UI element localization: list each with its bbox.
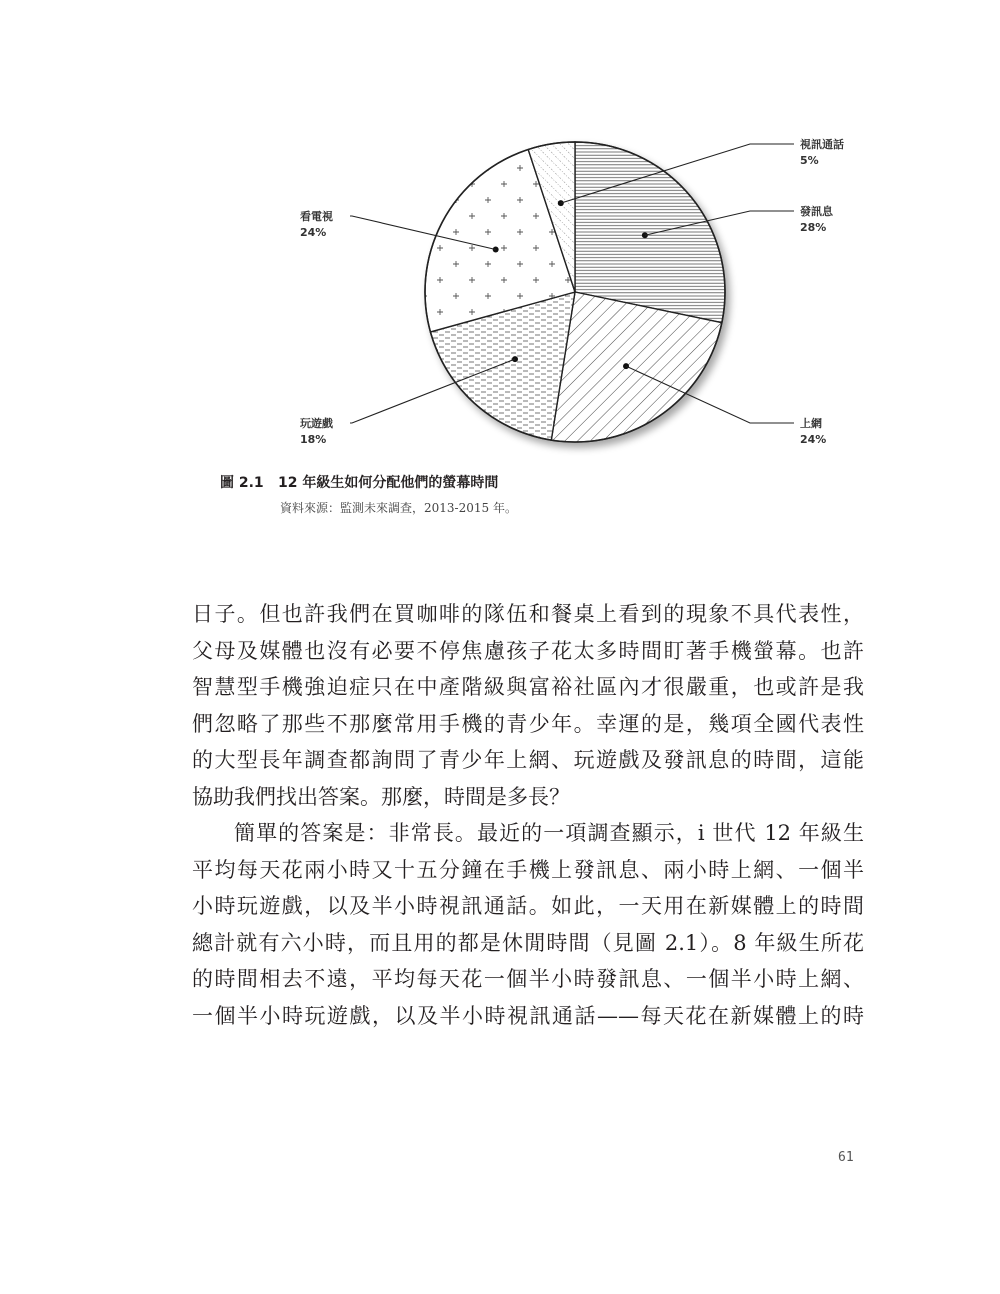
body-line: 的大型長年調查都詢問了青少年上網、玩遊戲及發訊息的時間，這能 <box>192 748 864 772</box>
body-line: 小時玩遊戲，以及半小時視訊通話。如此，一天用在新媒體上的時間 <box>192 894 864 918</box>
figure-title: 12 年級生如何分配他們的螢幕時間 <box>278 475 499 491</box>
page-number: 61 <box>838 1150 854 1165</box>
body-line: 父母及媒體也沒有必要不停焦慮孩子花太多時間盯著手機螢幕。也許 <box>192 638 864 663</box>
pie-slice-texting <box>575 142 725 323</box>
figure-source: 資料來源：監測未來調查，2013-2015 年。 <box>280 501 517 515</box>
slice-label-tv: 看電視 <box>300 210 333 223</box>
figure-number: 圖 2.1 <box>220 475 264 491</box>
body-line: 總計就有六小時，而且用的都是休閒時間（見圖 2.1）。8 年級生所花 <box>192 930 864 955</box>
body-line: 智慧型手機強迫症只在中產階級與富裕社區內才很嚴重，也或許是我 <box>192 675 864 699</box>
slice-value-internet: 24% <box>800 433 827 446</box>
slice-label-gaming: 玩遊戲 <box>300 417 333 430</box>
figure-caption <box>220 472 498 492</box>
body-line: 簡單的答案是：非常長。最近的一項調查顯示，i 世代 12 年級生 <box>234 821 864 845</box>
body-line: 們忽略了那些不那麼常用手機的青少年。幸運的是，幾項全國代表性 <box>192 711 864 736</box>
body-line: 協助我們找出答案。那麼，時間是多長？ <box>192 784 570 809</box>
slice-label-internet: 上網 <box>800 417 822 430</box>
slice-value-video-chat: 5% <box>800 154 819 167</box>
body-line: 一個半小時玩遊戲，以及半小時視訊通話——每天花在新媒體上的時 <box>192 1003 864 1028</box>
slice-value-texting: 28% <box>800 221 827 234</box>
slice-value-tv: 24% <box>300 226 327 239</box>
pie-chart <box>0 0 1000 470</box>
body-line: 日子。但也許我們在買咖啡的隊伍和餐桌上看到的現象不具代表性， <box>192 602 864 626</box>
slice-label-video-chat: 視訊通話 <box>800 138 844 151</box>
slice-value-gaming: 18% <box>300 433 327 446</box>
body-line: 的時間相去不遠，平均每天花一個半小時發訊息、一個半小時上網、 <box>192 967 864 991</box>
body-text <box>192 596 864 1034</box>
body-line: 平均每天花兩小時又十五分鐘在手機上發訊息、兩小時上網、一個半 <box>192 857 864 882</box>
slice-label-texting: 發訊息 <box>800 205 833 218</box>
